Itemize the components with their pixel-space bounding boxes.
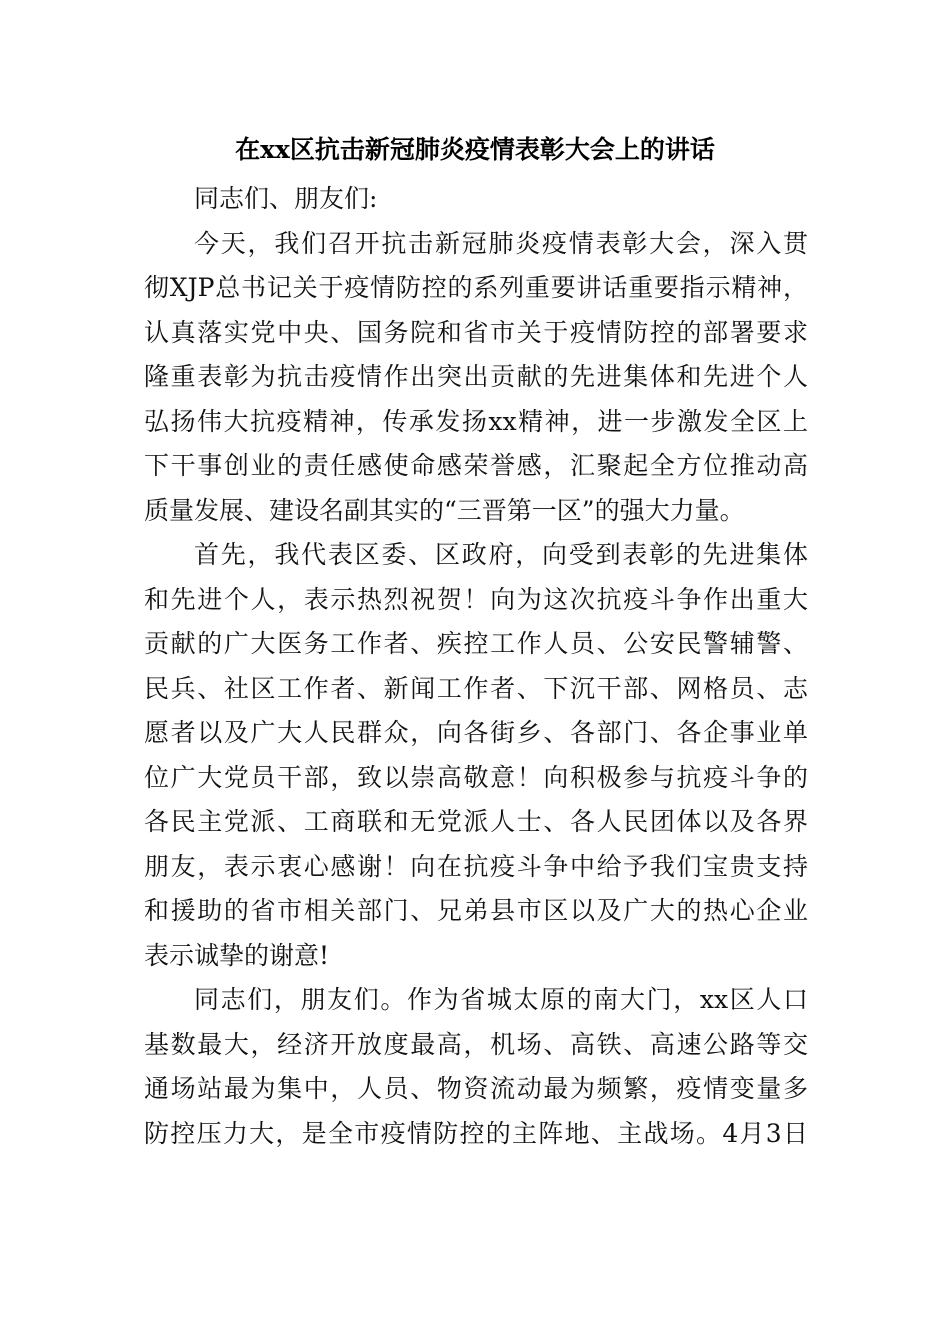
paragraph-line: 彻XJP总书记关于疫情防控的系列重要讲话重要指示精神， (144, 273, 808, 302)
paragraph-line: 愿者以及广大人民群众，向各街乡、各部门、各企事业单 (144, 718, 808, 747)
paragraph-line: 各民主党派、工商联和无党派人士、各人民团体以及各界 (144, 807, 808, 836)
paragraph-line: 认真落实党中央、国务院和省市关于疫情防控的部署要求 (144, 317, 808, 347)
document-title: 在xx区抗击新冠肺炎疫情表彰大会上的讲话 (235, 135, 715, 164)
paragraph-line: 防控压力大，是全市疫情防控的主阵地、主战场。4月3日 (144, 1118, 808, 1148)
salutation-line: 同志们、朋友们: (194, 184, 378, 213)
paragraph-line: 隆重表彰为抗击疫情作出突出贡献的先进集体和先进个人 (144, 362, 808, 391)
paragraph-line: 和先进个人，表示热烈祝贺！向为这次抗疫斗争作出重大 (144, 584, 808, 614)
paragraph-line: 位广大党员干部，致以崇高敬意！向积极参与抗疫斗争的 (144, 762, 808, 792)
paragraph-line: 民兵、社区工作者、新闻工作者、下沉干部、网格员、志 (144, 673, 808, 703)
paragraph-line: 基数最大，经济开放度最高，机场、高铁、高速公路等交 (144, 1029, 808, 1059)
paragraph-line: 贡献的广大医务工作者、疾控工作人员、公安民警辅警、 (144, 629, 808, 658)
paragraph-line: 同志们，朋友们。作为省城太原的南大门，xx区人口 (194, 985, 808, 1014)
paragraph-line: 今天，我们召开抗击新冠肺炎疫情表彰大会，深入贯 (194, 228, 808, 258)
paragraph-line: 弘扬伟大抗疫精神，传承发扬xx精神，进一步激发全区上 (144, 406, 808, 436)
paragraph-line: 和援助的省市相关部门、兄弟县市区以及广大的热心企业 (144, 896, 808, 925)
paragraph-line: 首先，我代表区委、区政府，向受到表彰的先进集体 (194, 540, 808, 569)
paragraph-line: 朋友，表示衷心感谢！向在抗疫斗争中给予我们宝贵支持 (144, 851, 808, 881)
paragraph-line: 通场站最为集中，人员、物资流动最为频繁，疫情变量多 (144, 1074, 808, 1103)
paragraph-line: 下干事创业的责任感使命感荣誉感，汇聚起全方位推动高 (144, 451, 808, 480)
document-body (144, 177, 808, 1156)
paragraph-line: 质量发展、建设名副其实的“三晋第一区”的强大力量。 (144, 495, 745, 525)
paragraph-line: 表示诚挚的谢意! (144, 940, 330, 970)
